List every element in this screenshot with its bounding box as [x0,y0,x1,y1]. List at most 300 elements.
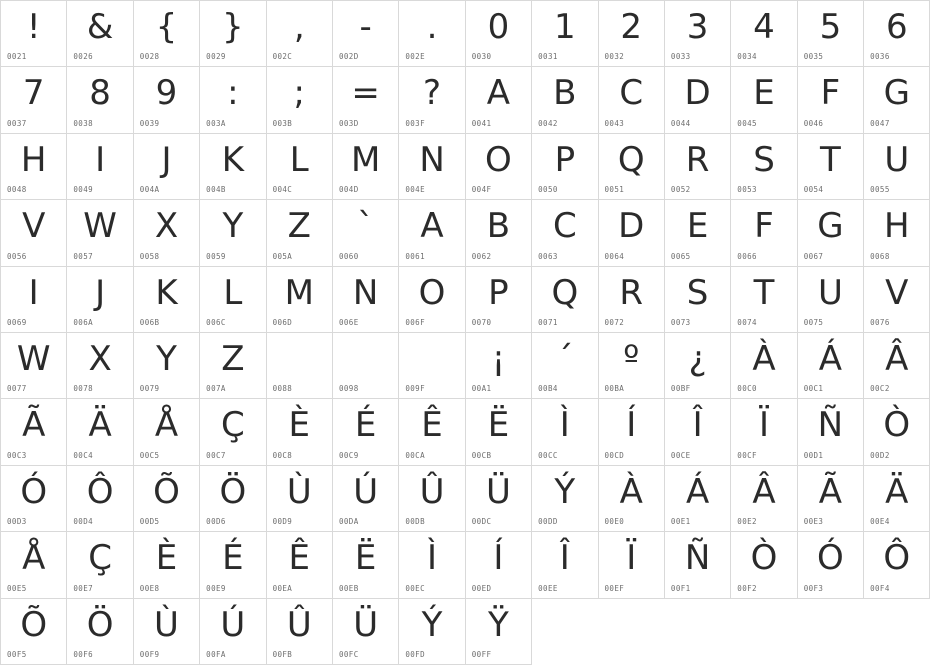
glyph-cell[interactable] [333,333,399,399]
glyph-character: W [16,338,51,379]
glyph-codepoint: 0042 [538,118,558,128]
glyph-character: S [686,272,709,313]
glyph-character: É [354,405,377,446]
glyph-codepoint: 0061 [405,251,426,261]
glyph-character: O [485,139,512,180]
glyph-cell[interactable] [665,267,731,333]
glyph-character: Í [626,405,637,446]
glyph-cell[interactable] [466,267,532,333]
glyph-codepoint: 00FF [471,649,492,659]
glyph-cell[interactable] [599,532,665,598]
glyph-cell[interactable] [864,532,930,598]
glyph-cell[interactable] [731,532,797,598]
glyph-character: K [155,272,178,313]
glyph-character: Y [222,206,244,247]
glyph-codepoint: 00F2 [737,583,757,593]
glyph-codepoint: 006D [272,317,293,327]
glyph-character: 1 [554,7,576,47]
glyph-cell[interactable] [399,599,465,665]
glyph-cell[interactable] [599,267,665,333]
glyph-codepoint: 00A1 [471,384,492,394]
glyph-cell[interactable] [798,333,864,399]
glyph-cell[interactable] [399,200,465,266]
glyph-cell[interactable] [466,532,532,598]
glyph-codepoint: 0051 [604,185,625,195]
glyph-cell[interactable] [200,333,266,399]
glyph-cell[interactable] [665,466,731,532]
glyph-cell[interactable] [798,134,864,200]
glyph-codepoint: 00E5 [7,583,27,593]
glyph-cell[interactable] [134,399,200,465]
glyph-cell[interactable] [67,200,133,266]
empty-cell [665,599,731,665]
glyph-codepoint: 0062 [471,251,492,261]
glyph-cell[interactable] [399,267,465,333]
glyph-cell[interactable] [200,466,266,532]
glyph-character: Â [885,338,909,379]
glyph-character: Ó [20,471,48,512]
glyph-cell[interactable] [134,134,200,200]
glyph-codepoint: 00F9 [139,649,160,659]
glyph-character: ? [423,73,442,114]
glyph-codepoint: 0056 [7,251,27,261]
glyph-codepoint: 00D1 [803,450,824,460]
glyph-codepoint: 0053 [737,185,757,195]
glyph-codepoint: 00BF [670,384,691,394]
glyph-codepoint: 00D9 [272,517,293,527]
glyph-cell[interactable] [67,333,133,399]
glyph-cell[interactable] [134,267,200,333]
glyph-character: Ü [353,604,379,645]
glyph-cell[interactable] [798,267,864,333]
glyph-character: ; [293,73,305,114]
glyph-codepoint: 006C [206,317,226,327]
glyph-character: ¡ [491,338,506,379]
glyph-cell[interactable] [599,134,665,200]
glyph-cell[interactable] [864,333,930,399]
glyph-codepoint: 0033 [670,52,691,62]
glyph-cell[interactable] [599,1,665,67]
glyph-cell[interactable] [200,532,266,598]
glyph-cell[interactable] [267,67,333,133]
glyph-cell[interactable] [267,532,333,598]
glyph-cell[interactable] [1,134,67,200]
glyph-codepoint: 00EF [604,583,625,593]
glyph-cell[interactable] [665,1,731,67]
glyph-cell[interactable] [267,267,333,333]
glyph-codepoint: 0050 [538,185,558,195]
glyph-character: Ù [154,604,179,645]
glyph-codepoint: 00E8 [139,583,160,593]
glyph-character: Å [22,538,46,579]
glyph-cell[interactable] [1,267,67,333]
glyph-cell[interactable] [665,67,731,133]
glyph-cell[interactable] [134,466,200,532]
glyph-codepoint: 0039 [139,118,160,128]
glyph-character: È [288,405,310,446]
glyph-cell[interactable] [466,1,532,67]
glyph-character: Z [287,206,311,247]
glyph-character: A [420,206,444,247]
glyph-character: Ë [354,538,377,579]
glyph-codepoint: 00E7 [73,583,94,593]
glyph-cell[interactable] [267,134,333,200]
glyph-codepoint: 0028 [139,52,160,62]
glyph-cell[interactable] [532,200,598,266]
glyph-cell[interactable] [731,134,797,200]
glyph-codepoint: 0048 [7,185,27,195]
glyph-cell[interactable] [399,1,465,67]
glyph-codepoint: 0049 [73,185,94,195]
glyph-character: À [619,471,643,512]
glyph-codepoint: 00FB [272,649,293,659]
glyph-codepoint: 0057 [73,251,94,261]
glyph-cell[interactable] [532,134,598,200]
glyph-cell[interactable] [532,466,598,532]
glyph-cell[interactable] [200,1,266,67]
glyph-cell[interactable] [200,67,266,133]
glyph-cell[interactable] [532,267,598,333]
glyph-character: Õ [153,471,180,512]
glyph-character: T [753,272,775,313]
glyph-codepoint: 0045 [737,118,757,128]
glyph-cell[interactable] [1,399,67,465]
glyph-cell[interactable] [599,399,665,465]
glyph-codepoint: 006E [338,317,359,327]
glyph-cell[interactable] [665,333,731,399]
glyph-codepoint: 004B [206,185,226,195]
glyph-cell[interactable] [200,134,266,200]
glyph-codepoint: 003A [206,118,226,128]
glyph-codepoint: 003F [405,118,426,128]
glyph-codepoint: 00C7 [206,450,226,460]
glyph-character: N [419,139,445,180]
glyph-codepoint: 00EC [405,583,426,593]
glyph-codepoint: 0079 [139,384,160,394]
glyph-codepoint: 00CA [405,450,426,460]
glyph-character: : [227,73,239,114]
glyph-codepoint: 002D [338,52,359,62]
glyph-cell[interactable] [1,599,67,665]
glyph-character: E [686,206,709,247]
glyph-codepoint: 00C1 [803,384,824,394]
glyph-cell[interactable] [333,134,399,200]
glyph-cell[interactable] [134,333,200,399]
glyph-character: - [359,7,372,47]
glyph-character: G [883,73,910,114]
glyph-character: 6 [885,7,908,47]
glyph-codepoint: 0047 [870,118,890,128]
glyph-codepoint: 00C5 [139,450,160,460]
glyph-codepoint: 00FA [206,649,226,659]
glyph-cell[interactable] [532,399,598,465]
glyph-cell[interactable] [798,67,864,133]
glyph-cell[interactable] [200,267,266,333]
glyph-cell[interactable] [67,599,133,665]
glyph-cell[interactable] [134,67,200,133]
glyph-character: Ñ [684,538,711,579]
glyph-character: Á [818,338,843,379]
glyph-codepoint: 0034 [737,52,757,62]
glyph-character: W [83,206,117,247]
glyph-codepoint: 00C0 [737,384,757,394]
glyph-character: R [619,272,644,313]
glyph-character: F [754,206,774,247]
glyph-codepoint: 00BA [604,384,625,394]
glyph-cell[interactable] [599,67,665,133]
glyph-codepoint: 002E [405,52,426,62]
glyph-character: X [88,338,112,379]
glyph-codepoint: 00ED [471,583,492,593]
glyph-cell[interactable] [399,333,465,399]
glyph-cell[interactable] [599,466,665,532]
glyph-character: Á [685,471,710,512]
glyph-cell[interactable] [864,466,930,532]
glyph-cell[interactable] [67,134,133,200]
glyph-cell[interactable] [731,399,797,465]
glyph-cell[interactable] [864,67,930,133]
glyph-cell[interactable] [399,532,465,598]
glyph-character: Y [156,338,177,379]
glyph-codepoint: 0068 [870,251,890,261]
glyph-cell[interactable] [67,532,133,598]
glyph-cell[interactable] [864,267,930,333]
glyph-character: À [752,338,776,379]
glyph-cell[interactable] [798,399,864,465]
glyph-cell[interactable] [798,200,864,266]
glyph-cell[interactable] [267,466,333,532]
glyph-cell[interactable] [67,1,133,67]
glyph-cell[interactable] [1,200,67,266]
glyph-cell[interactable] [665,134,731,200]
glyph-character: I [28,272,39,313]
glyph-cell[interactable] [864,399,930,465]
glyph-cell[interactable] [399,399,465,465]
glyph-cell[interactable] [1,466,67,532]
glyph-codepoint: 0078 [73,384,94,394]
glyph-cell[interactable] [200,599,266,665]
glyph-cell[interactable] [1,1,67,67]
glyph-codepoint: 00C8 [272,450,293,460]
glyph-character: Ò [750,538,778,579]
glyph-character: G [817,206,844,247]
glyph-character: D [684,73,711,114]
glyph-cell[interactable] [333,466,399,532]
glyph-character: Ý [421,604,443,645]
glyph-cell[interactable] [731,333,797,399]
glyph-cell[interactable] [532,333,598,399]
glyph-cell[interactable] [333,1,399,67]
glyph-character: ` [357,206,375,247]
glyph-cell[interactable] [333,200,399,266]
glyph-codepoint: 0026 [73,52,94,62]
glyph-cell[interactable] [599,200,665,266]
glyph-cell[interactable] [798,466,864,532]
glyph-character: Î [559,538,570,579]
glyph-codepoint: 00C3 [7,450,27,460]
glyph-character: Ö [219,471,247,512]
glyph-codepoint: 004F [471,185,492,195]
glyph-character: Ã [22,405,46,446]
glyph-codepoint: 00E1 [670,517,691,527]
glyph-character: D [618,206,645,247]
glyph-codepoint: 00C2 [870,384,890,394]
glyph-cell[interactable] [466,466,532,532]
glyph-cell[interactable] [267,599,333,665]
glyph-cell[interactable] [665,532,731,598]
glyph-cell[interactable] [333,67,399,133]
glyph-codepoint: 00D2 [870,450,890,460]
glyph-codepoint: 004A [139,185,160,195]
glyph-cell[interactable] [466,333,532,399]
glyph-character: . [426,7,438,47]
glyph-cell[interactable] [731,67,797,133]
glyph-cell[interactable] [798,1,864,67]
glyph-codepoint: 003B [272,118,293,128]
glyph-cell[interactable] [67,399,133,465]
glyph-codepoint: 0098 [338,384,359,394]
glyph-cell[interactable] [267,1,333,67]
glyph-codepoint: 003D [338,118,359,128]
glyph-character: Z [221,338,245,379]
glyph-cell[interactable] [665,399,731,465]
glyph-codepoint: 0035 [803,52,824,62]
glyph-cell[interactable] [731,267,797,333]
glyph-cell[interactable] [731,200,797,266]
glyph-codepoint: 00E3 [803,517,824,527]
glyph-cell[interactable] [267,333,333,399]
glyph-character: 0 [487,7,510,47]
glyph-character: C [619,73,644,114]
glyph-cell[interactable] [67,267,133,333]
glyph-cell[interactable] [466,399,532,465]
glyph-character: Å [154,405,179,446]
glyph-character: Ö [86,604,114,645]
glyph-cell[interactable] [67,466,133,532]
glyph-codepoint: 00CF [737,450,757,460]
glyph-character: Í [493,538,504,579]
glyph-cell[interactable] [67,67,133,133]
empty-cell [864,599,930,665]
glyph-character: S [753,139,775,180]
glyph-cell[interactable] [1,333,67,399]
glyph-codepoint: 0036 [870,52,890,62]
glyph-cell[interactable] [399,466,465,532]
glyph-cell[interactable] [1,532,67,598]
glyph-codepoint: 007A [206,384,226,394]
empty-cell [798,599,864,665]
glyph-character: Ú [220,604,246,645]
glyph-cell[interactable] [134,1,200,67]
glyph-character: Ã [818,471,843,512]
glyph-character: È [155,538,178,579]
glyph-codepoint: 00F1 [670,583,691,593]
glyph-cell[interactable] [1,67,67,133]
glyph-cell[interactable] [532,532,598,598]
glyph-cell[interactable] [399,134,465,200]
glyph-cell[interactable] [267,399,333,465]
glyph-cell[interactable] [532,67,598,133]
glyph-codepoint: 00D4 [73,517,94,527]
glyph-codepoint: 00E9 [206,583,226,593]
glyph-cell[interactable] [200,399,266,465]
glyph-cell[interactable] [466,599,532,665]
glyph-character: 2 [620,7,643,47]
glyph-cell[interactable] [864,200,930,266]
glyph-codepoint: 00FD [405,649,426,659]
glyph-character: P [488,272,509,313]
glyph-cell[interactable] [466,134,532,200]
glyph-cell[interactable] [599,333,665,399]
glyph-codepoint: 0030 [471,52,492,62]
glyph-cell[interactable] [134,532,200,598]
glyph-codepoint: 00EB [338,583,359,593]
glyph-character: Ê [421,405,443,446]
glyph-character: A [486,73,511,114]
glyph-character: , [293,7,305,47]
glyph-character: ¿ [688,338,707,379]
glyph-character: Ú [353,471,379,512]
glyph-codepoint: 0029 [206,52,226,62]
glyph-codepoint: 00CE [670,450,691,460]
glyph-codepoint: 0052 [670,185,691,195]
glyph-codepoint: 0069 [7,317,27,327]
glyph-codepoint: 00C4 [73,450,94,460]
glyph-cell[interactable] [466,200,532,266]
glyph-character: 7 [22,73,45,114]
glyph-codepoint: 0038 [73,118,94,128]
glyph-cell[interactable] [665,200,731,266]
glyph-character: É [222,538,244,579]
glyph-cell[interactable] [134,599,200,665]
glyph-cell[interactable] [333,267,399,333]
glyph-character: Û [286,604,312,645]
glyph-cell[interactable] [731,466,797,532]
glyph-codepoint: 00CD [604,450,625,460]
glyph-character: Ô [86,471,114,512]
glyph-character: 3 [686,7,709,47]
glyph-character: T [819,139,841,180]
glyph-codepoint: 00F5 [7,649,27,659]
glyph-codepoint: 0075 [803,317,824,327]
glyph-cell[interactable] [731,1,797,67]
glyph-cell[interactable] [532,1,598,67]
glyph-cell[interactable] [864,134,930,200]
glyph-cell[interactable] [864,1,930,67]
glyph-codepoint: 0077 [7,384,27,394]
glyph-cell[interactable] [134,200,200,266]
glyph-cell[interactable] [466,67,532,133]
glyph-cell[interactable] [399,67,465,133]
glyph-character: ´ [556,338,574,379]
glyph-codepoint: 004C [272,185,293,195]
glyph-character: 8 [89,73,111,114]
glyph-cell[interactable] [267,200,333,266]
glyph-cell[interactable] [333,599,399,665]
glyph-codepoint: 00E0 [604,517,625,527]
glyph-character: } [222,7,244,47]
glyph-character: O [418,272,446,313]
glyph-character: Ï [758,405,769,446]
glyph-character: Ä [88,405,112,446]
glyph-cell[interactable] [333,399,399,465]
glyph-character: E [753,73,775,114]
glyph-codepoint: 0070 [471,317,492,327]
glyph-codepoint: 0060 [338,251,359,261]
glyph-cell[interactable] [200,200,266,266]
glyph-cell[interactable] [798,532,864,598]
glyph-cell[interactable] [333,532,399,598]
